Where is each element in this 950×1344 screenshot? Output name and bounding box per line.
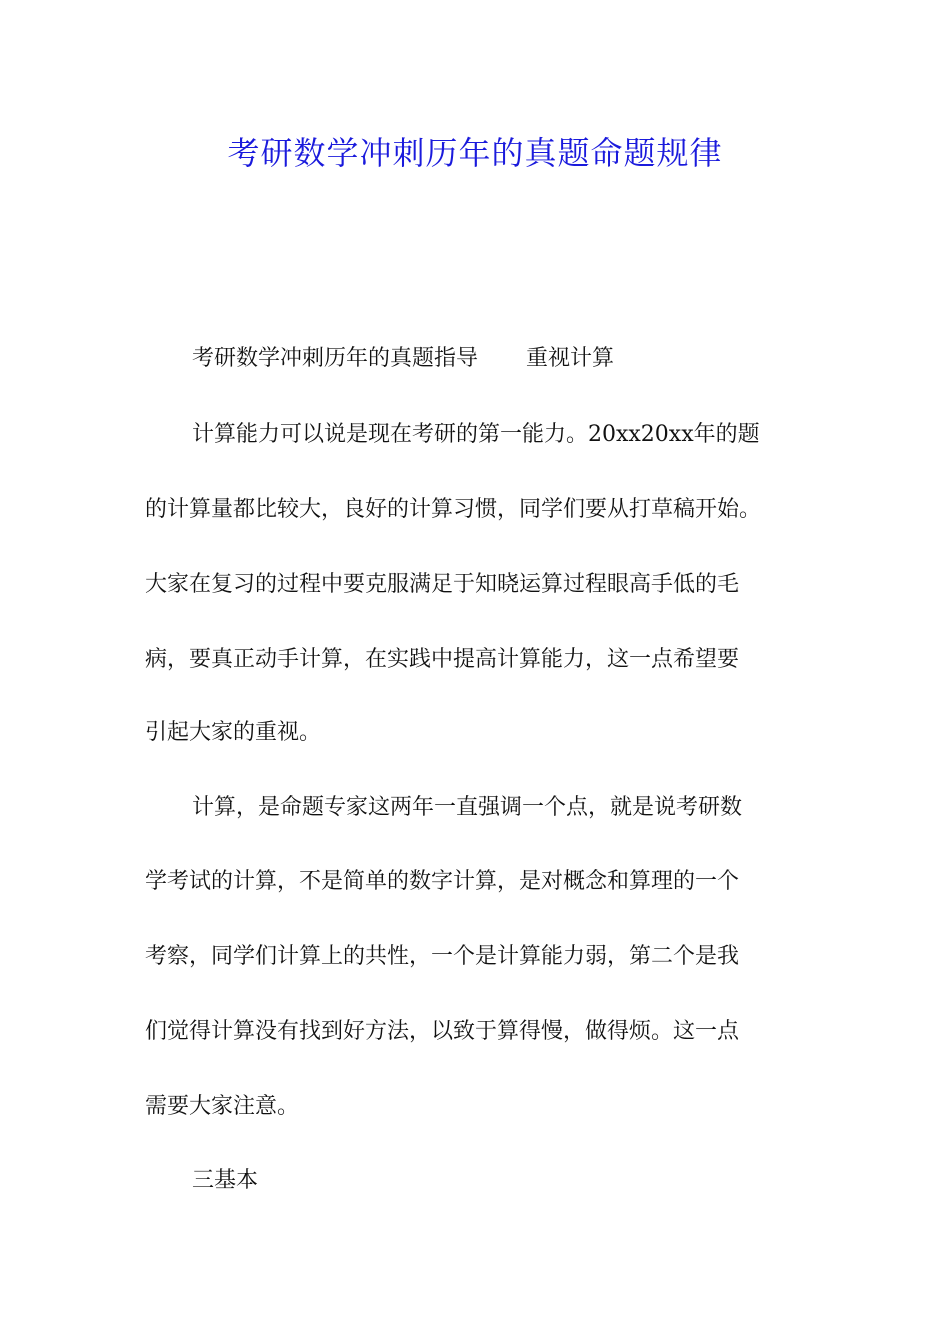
paragraph1-line-5: 引起大家的重视。 [145,720,322,745]
subheading-line [192,343,614,375]
paragraph1-line-3: 大家在复习的过程中要克服满足于知晓运算过程眼高手低的毛 [145,572,740,597]
section-heading: 三基本 [192,1168,259,1193]
paragraph1-line-2: 的计算量都比较大，良好的计算习惯，同学们要从打草稿开始。 [145,497,762,522]
document-title: 考研数学冲刺历年的真题命题规律 [227,134,723,172]
paragraph1-line-4: 病，要真正动手计算，在实践中提高计算能力，这一点希望要 [145,647,740,672]
subheading-text: 考研数学冲刺历年的真题指导 [192,346,479,371]
subheading-topic: 重视计算 [526,346,615,371]
paragraph2-line-3: 考察，同学们计算上的共性，一个是计算能力弱，第二个是我 [145,944,740,969]
paragraph2-line-4: 们觉得计算没有找到好方法，以致于算得慢，做得烦。这一点 [145,1019,740,1044]
paragraph2-line-5: 需要大家注意。 [145,1094,300,1119]
paragraph2-line-1: 计算，是命题专家这两年一直强调一个点，就是说考研数 [192,795,743,820]
paragraph2-line-2: 学考试的计算，不是简单的数字计算，是对概念和算理的一个 [145,869,740,894]
paragraph1-line-1: 计算能力可以说是现在考研的第一能力。20xx20xx年的题 [192,422,760,447]
